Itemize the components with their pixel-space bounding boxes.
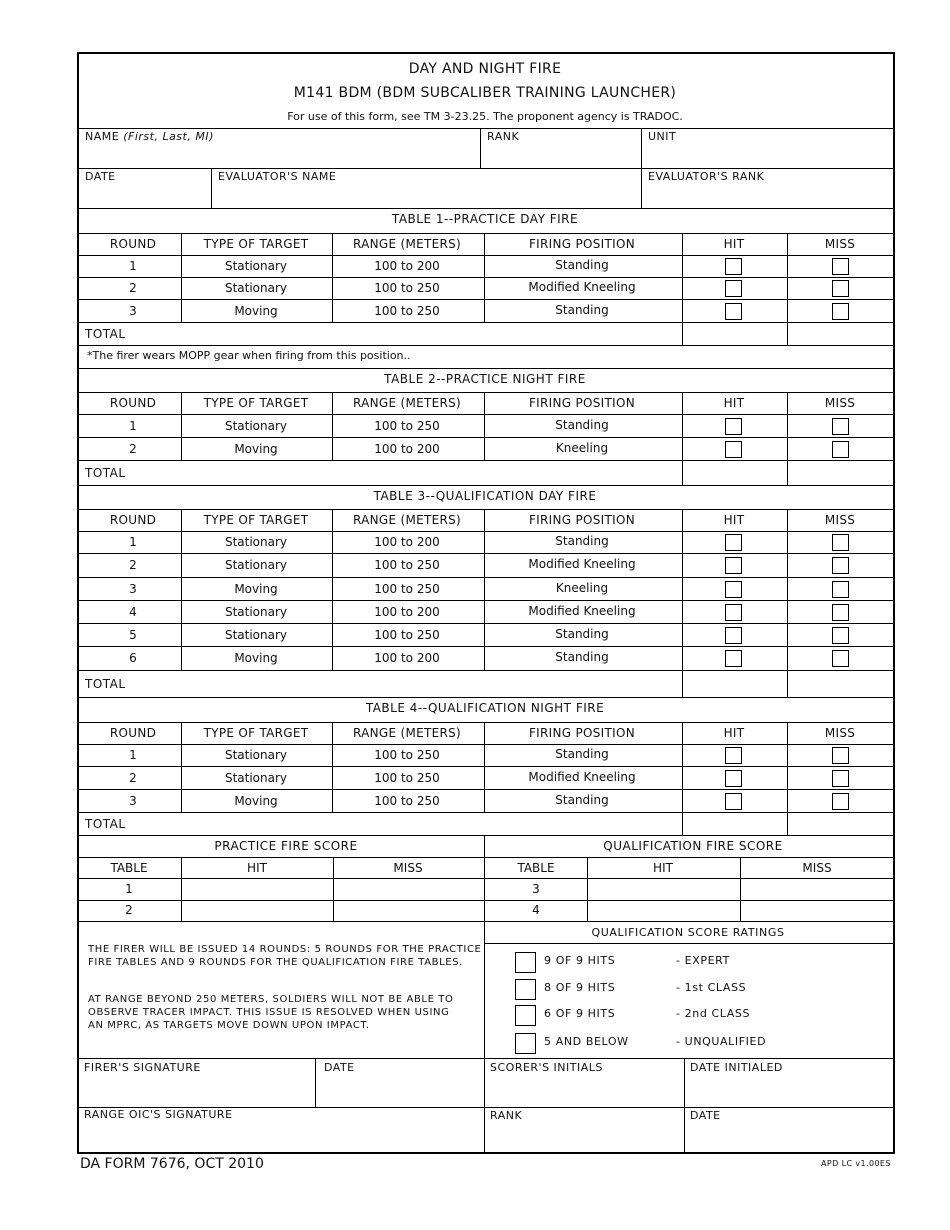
table3-col-line [682, 509, 683, 697]
practice-col-miss: MISS [393, 861, 423, 875]
table2-header-firing-position: FIRING POSITION [528, 396, 636, 410]
rating-hits: 5 AND BELOW [544, 1035, 629, 1048]
qualification-hit-field-2[interactable] [592, 903, 736, 921]
table1-title-divider [79, 233, 893, 234]
table4-col-line [181, 722, 182, 812]
table4-rows-end [79, 812, 893, 813]
table1-header-firing-position: FIRING POSITION [528, 237, 636, 251]
table1-miss-checkbox-3[interactable] [832, 303, 849, 320]
date-evaluator-divider [211, 168, 212, 208]
table3-title: TABLE 3--QUALIFICATION DAY FIRE [373, 489, 597, 503]
table1-col-line [181, 233, 182, 322]
table1-round-number: 3 [129, 303, 137, 318]
form-title: DAY AND NIGHT FIRE [408, 61, 562, 77]
table4-header-divider [79, 744, 893, 745]
table2-header-round: ROUND [109, 396, 157, 410]
table4-header-firing-position: FIRING POSITION [528, 726, 636, 740]
practice-hit-field-2[interactable] [186, 903, 330, 921]
table2-header-target-type: TYPE OF TARGET [203, 396, 309, 410]
table4-header-range: RANGE (METERS) [352, 726, 462, 740]
table3-rows-end [79, 670, 893, 671]
table4-target-type: Moving [234, 793, 278, 808]
instructions-line: THE FIRER WILL BE ISSUED 14 ROUNDS: 5 ROUNDS FOR THE PRACTICE [88, 944, 482, 955]
table1-hit-checkbox-3[interactable] [725, 303, 742, 320]
table3-target-type: Stationary [224, 535, 288, 549]
table3-range: 100 to 200 [374, 604, 440, 619]
table2-miss-checkbox-1[interactable] [832, 418, 849, 435]
rating-checkbox-3[interactable] [515, 1005, 536, 1026]
table1-note-divider [79, 368, 893, 369]
table3-title-divider [79, 509, 893, 510]
table3-miss-checkbox-5[interactable] [832, 627, 849, 644]
range-oic-signature-field[interactable] [84, 1124, 483, 1150]
table1-hit-checkbox-2[interactable] [725, 280, 742, 297]
table1-target-type: Moving [234, 303, 278, 318]
table3-row-divider [79, 600, 893, 601]
table2-header-range: RANGE (METERS) [352, 396, 462, 410]
table2-col-line [787, 392, 788, 485]
practice-miss-field-2[interactable] [338, 903, 482, 921]
rank-field[interactable] [487, 146, 641, 166]
table3-header-target-type: TYPE OF TARGET [203, 513, 309, 527]
table1-firing-position: Standing [555, 258, 609, 272]
table2-hit-checkbox-1[interactable] [725, 418, 742, 435]
oic-date-label: DATE [690, 1109, 721, 1122]
table4-title: TABLE 4--QUALIFICATION NIGHT FIRE [365, 701, 605, 715]
table3-hit-checkbox-4[interactable] [725, 604, 742, 621]
table3-round-number: 3 [129, 581, 137, 596]
table3-header-hit: HIT [723, 513, 745, 527]
table3-col-line [787, 509, 788, 697]
date-initialed-label: DATE INITIALED [690, 1061, 783, 1074]
rating-level: - 2nd CLASS [676, 1007, 751, 1020]
date-initialed-field[interactable] [690, 1078, 892, 1104]
table1-hit-checkbox-1[interactable] [725, 258, 742, 275]
table2-target-type: Moving [234, 441, 278, 456]
table2-target-type: Stationary [224, 418, 288, 433]
table1-target-type: Stationary [224, 281, 288, 295]
table1-total-miss[interactable] [795, 325, 889, 344]
table2-col-line [682, 392, 683, 485]
practice-col-hit: HIT [247, 861, 267, 875]
table3-round-number: 1 [129, 535, 137, 549]
range-oic-signature-label: RANGE OIC'S SIGNATURE [84, 1108, 233, 1121]
table3-header-miss: MISS [824, 513, 856, 527]
table4-hit-checkbox-2[interactable] [725, 770, 742, 787]
rating-hits: 8 OF 9 HITS [544, 981, 616, 994]
table4-col-line [332, 722, 333, 812]
table4-row-divider [79, 766, 893, 767]
signature-section-divider [79, 1058, 893, 1059]
table3-header-round: ROUND [109, 513, 157, 527]
table4-total-divider [79, 835, 893, 836]
table2-round-number: 2 [129, 441, 137, 456]
evaluator-rank-label: EVALUATOR'S RANK [648, 170, 765, 183]
table1-round-number: 2 [129, 281, 137, 295]
form-id: DA FORM 7676, OCT 2010 [80, 1156, 264, 1172]
table3-col-line [332, 509, 333, 670]
form-subtitle: M141 BDM (BDM SUBCALIBER TRAINING LAUNCHER) [293, 85, 677, 101]
table3-col-line [484, 509, 485, 670]
table2-firing-position: Standing [555, 417, 609, 432]
table4-header-target-type: TYPE OF TARGET [203, 726, 309, 740]
table1-note: *The firer wears MOPP gear when firing from this position.. [87, 349, 411, 362]
table3-hit-checkbox-2[interactable] [725, 557, 742, 574]
table1-total-divider [79, 345, 893, 346]
practice-hit-field-1[interactable] [186, 882, 330, 900]
oic-date-field[interactable] [690, 1124, 892, 1150]
table1-total-label: TOTAL [85, 326, 126, 341]
table4-range: 100 to 250 [374, 793, 440, 808]
table2-range: 100 to 200 [374, 441, 440, 456]
table4-range: 100 to 250 [374, 770, 440, 785]
rating-level: - EXPERT [676, 954, 730, 967]
score-col-line [181, 857, 182, 921]
table4-hit-checkbox-3[interactable] [725, 793, 742, 810]
table1-round-number: 1 [129, 259, 137, 273]
rating-hits: 9 OF 9 HITS [544, 954, 616, 967]
score-center-divider [484, 835, 485, 1152]
date-label: DATE [85, 170, 116, 183]
table3-target-type: Moving [234, 581, 278, 596]
qualification-hit-field-1[interactable] [592, 882, 736, 900]
table1-col-line [332, 233, 333, 322]
table3-firing-position: Modified Kneeling [528, 603, 636, 618]
form-reference: For use of this form, see TM 3-23.25. The proponent agency is TRADOC. [287, 110, 683, 123]
table3-header-firing-position: FIRING POSITION [528, 513, 636, 527]
rating-level: - 1st CLASS [676, 981, 747, 994]
table3-range: 100 to 250 [374, 558, 440, 572]
table4-miss-checkbox-2[interactable] [832, 770, 849, 787]
table4-firing-position: Standing [555, 792, 609, 807]
evaluator-name-field[interactable] [218, 186, 637, 206]
table3-total-miss[interactable] [795, 673, 889, 696]
rank-label: RANK [487, 130, 520, 143]
table1-total-hit[interactable] [690, 325, 784, 344]
table3-row-divider [79, 553, 893, 554]
da-form-7676 [77, 52, 895, 1154]
qualification-table-number: 3 [532, 882, 540, 896]
table1-col-line [682, 233, 683, 345]
table4-col-line [682, 722, 683, 835]
table3-hit-checkbox-1[interactable] [725, 534, 742, 551]
qualification-score-title: QUALIFICATION FIRE SCORE [603, 839, 783, 853]
firer-signature-label: FIRER'S SIGNATURE [84, 1061, 201, 1074]
table3-target-type: Moving [234, 651, 278, 665]
table1-row-divider [79, 277, 893, 278]
practice-miss-field-1[interactable] [338, 882, 482, 900]
firer-date-field[interactable] [324, 1078, 483, 1104]
qualification-col-table: TABLE [517, 861, 555, 875]
scorer-initials-label: SCORER'S INITIALS [490, 1061, 603, 1074]
table3-row-divider [79, 577, 893, 578]
table1-col-line [484, 233, 485, 322]
table2-rows-end [79, 460, 893, 461]
score-col-line [587, 857, 588, 921]
table4-header-miss: MISS [824, 726, 856, 740]
header-divider [79, 128, 893, 129]
table1-header-range: RANGE (METERS) [352, 237, 462, 251]
rating-checkbox-1[interactable] [515, 952, 536, 973]
table3-hit-checkbox-3[interactable] [725, 581, 742, 598]
instructions-line: OBSERVE TRACER IMPACT. THIS ISSUE IS RESOLVED WHEN USING [88, 1007, 450, 1018]
table3-round-number: 6 [129, 651, 137, 665]
table3-total-label: TOTAL [85, 676, 126, 691]
table2-total-hit[interactable] [690, 463, 784, 484]
table4-target-type: Stationary [224, 770, 288, 785]
practice-table-number: 2 [125, 903, 133, 917]
oic-rank-field[interactable] [490, 1124, 684, 1150]
table1-range: 100 to 200 [374, 259, 440, 273]
table1-header-divider [79, 255, 893, 256]
table3-miss-checkbox-2[interactable] [832, 557, 849, 574]
table1-firing-position: Modified Kneeling [528, 280, 636, 294]
qualification-col-miss: MISS [802, 861, 832, 875]
table3-firing-position: Standing [555, 626, 609, 641]
score-col-line [333, 857, 334, 921]
name-hint: (First, Last, MI) [123, 130, 214, 143]
table3-miss-checkbox-3[interactable] [832, 581, 849, 598]
table1-rows-end [79, 322, 893, 323]
table1-header-miss: MISS [824, 237, 856, 251]
oic-rank-label: RANK [490, 1109, 523, 1122]
table3-firing-position: Standing [555, 650, 609, 664]
table3-total-divider [79, 697, 893, 698]
table4-round-number: 3 [129, 793, 137, 808]
unit-field[interactable] [648, 146, 892, 166]
table2-range: 100 to 250 [374, 418, 440, 433]
qualification-miss-field-1[interactable] [745, 882, 889, 900]
table1-firing-position: Standing [555, 302, 609, 317]
table3-row-divider [79, 623, 893, 624]
unit-label: UNIT [648, 130, 677, 143]
table1-header-hit: HIT [723, 237, 745, 251]
date-field[interactable] [85, 186, 209, 206]
name-label [85, 130, 214, 144]
table3-target-type: Stationary [224, 627, 288, 642]
signature-col-line [315, 1058, 316, 1107]
practice-score-title: PRACTICE FIRE SCORE [214, 839, 358, 853]
table4-total-hit[interactable] [690, 815, 784, 834]
table1-range: 100 to 250 [374, 281, 440, 295]
rating-checkbox-2[interactable] [515, 979, 536, 1000]
id-row-divider [79, 168, 893, 169]
table2-col-line [181, 392, 182, 460]
table2-hit-checkbox-2[interactable] [725, 441, 742, 458]
table1-title: TABLE 1--PRACTICE DAY FIRE [391, 212, 579, 226]
table4-total-label: TOTAL [85, 816, 126, 831]
instructions-line: AN MPRC, AS TARGETS MOVE DOWN UPON IMPACT. [88, 1020, 370, 1031]
table4-title-divider [79, 722, 893, 723]
rating-checkbox-4[interactable] [515, 1033, 536, 1054]
table1-target-type: Stationary [224, 259, 288, 273]
table3-range: 100 to 200 [374, 535, 440, 549]
table2-header-divider [79, 414, 893, 415]
table3-range: 100 to 250 [374, 627, 440, 642]
table3-row-divider [79, 646, 893, 647]
table4-row-divider [79, 789, 893, 790]
ratings-title: QUALIFICATION SCORE RATINGS [591, 926, 785, 939]
rating-level: - UNQUALIFIED [676, 1035, 767, 1048]
table2-total-label: TOTAL [85, 465, 126, 480]
scorer-initials-field[interactable] [490, 1078, 684, 1104]
table3-header-range: RANGE (METERS) [352, 513, 462, 527]
table3-round-number: 4 [129, 604, 137, 619]
table4-firing-position: Modified Kneeling [528, 769, 636, 784]
table4-header-hit: HIT [723, 726, 745, 740]
score-title-divider [79, 857, 893, 858]
table1-header-round: ROUND [109, 237, 157, 251]
score-row-divider [79, 900, 893, 901]
table4-col-line [787, 722, 788, 835]
name-label-text: NAME [85, 130, 120, 143]
rating-hits: 6 OF 9 HITS [544, 1007, 616, 1020]
table3-firing-position: Modified Kneeling [528, 557, 636, 571]
table2-total-divider [79, 485, 893, 486]
table3-miss-checkbox-4[interactable] [832, 604, 849, 621]
table4-hit-checkbox-1[interactable] [725, 747, 742, 764]
table3-firing-position: Kneeling [555, 580, 609, 595]
table3-target-type: Stationary [224, 558, 288, 572]
table2-header-miss: MISS [824, 396, 856, 410]
qualification-col-hit: HIT [653, 861, 673, 875]
table4-range: 100 to 250 [374, 748, 440, 762]
table4-header-round: ROUND [109, 726, 157, 740]
firer-signature-field[interactable] [84, 1078, 313, 1104]
table3-round-number: 5 [129, 627, 137, 642]
table2-header-hit: HIT [723, 396, 745, 410]
table3-miss-checkbox-6[interactable] [832, 650, 849, 667]
table4-total-miss[interactable] [795, 815, 889, 834]
table2-col-line [332, 392, 333, 460]
table1-row-divider [79, 299, 893, 300]
section-divider [79, 208, 893, 209]
table3-target-type: Stationary [224, 604, 288, 619]
table3-range: 100 to 250 [374, 581, 440, 596]
table2-round-number: 1 [129, 418, 137, 433]
practice-col-table: TABLE [110, 861, 148, 875]
table3-miss-checkbox-1[interactable] [832, 534, 849, 551]
table1-col-line [787, 233, 788, 345]
table3-round-number: 2 [129, 558, 137, 572]
table3-total-hit[interactable] [690, 673, 784, 696]
form-version: APD LC v1.00ES [821, 1159, 891, 1168]
table4-firing-position: Standing [555, 747, 609, 761]
table3-hit-checkbox-5[interactable] [725, 627, 742, 644]
table1-miss-checkbox-2[interactable] [832, 280, 849, 297]
table4-round-number: 1 [129, 748, 137, 762]
signature-col-line [684, 1058, 685, 1152]
instructions-line: AT RANGE BEYOND 250 METERS, SOLDIERS WILL NOT BE ABLE TO [88, 994, 454, 1005]
table4-round-number: 2 [129, 770, 137, 785]
table1-miss-checkbox-1[interactable] [832, 258, 849, 275]
table3-col-line [181, 509, 182, 670]
name-rank-divider [480, 128, 481, 168]
table4-miss-checkbox-1[interactable] [832, 747, 849, 764]
table2-firing-position: Kneeling [555, 440, 609, 455]
table4-target-type: Stationary [224, 748, 288, 762]
table2-col-line [484, 392, 485, 460]
table3-firing-position: Standing [555, 534, 609, 548]
firer-date-label: DATE [324, 1061, 355, 1074]
practice-table-number: 1 [125, 882, 133, 896]
table1-range: 100 to 250 [374, 303, 440, 318]
ratings-title-divider [484, 943, 893, 944]
score-col-line [740, 857, 741, 921]
table2-title-divider [79, 392, 893, 393]
table3-range: 100 to 200 [374, 651, 440, 665]
score-header-divider [79, 878, 893, 879]
qualification-table-number: 4 [532, 903, 540, 917]
table2-row-divider [79, 437, 893, 438]
table3-hit-checkbox-6[interactable] [725, 650, 742, 667]
evaluator-name-label: EVALUATOR'S NAME [218, 170, 337, 183]
table4-miss-checkbox-3[interactable] [832, 793, 849, 810]
table2-title: TABLE 2--PRACTICE NIGHT FIRE [384, 372, 586, 386]
instructions-line: FIRE TABLES AND 9 ROUNDS FOR THE QUALIFICATION FIRE TABLES. [88, 957, 463, 968]
table2-miss-checkbox-2[interactable] [832, 441, 849, 458]
score-end-divider [79, 921, 893, 922]
table4-col-line [484, 722, 485, 812]
evaluator-rank-field[interactable] [648, 186, 892, 206]
qualification-miss-field-2[interactable] [745, 903, 889, 921]
table1-header-target-type: TYPE OF TARGET [203, 237, 309, 251]
table2-total-miss[interactable] [795, 463, 889, 484]
table3-header-divider [79, 531, 893, 532]
name-field[interactable] [85, 146, 479, 166]
